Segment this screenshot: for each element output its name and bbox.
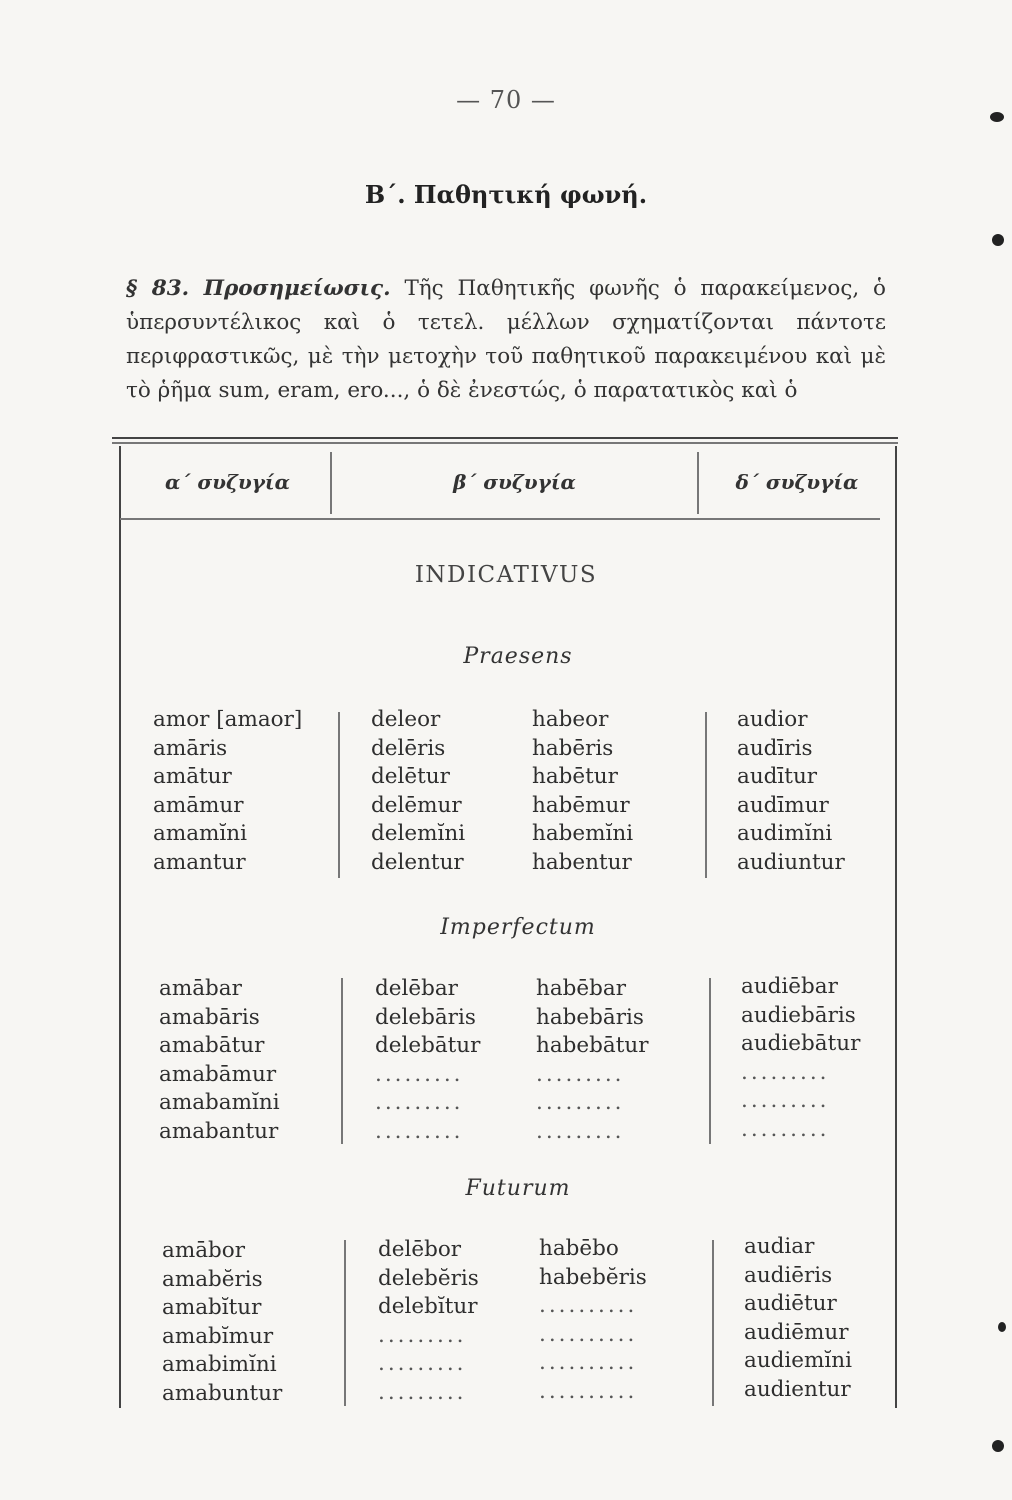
futurum-second-a-forms [378, 1236, 479, 1408]
verb-form: amamĭni [153, 821, 248, 847]
verb-form: habēbo [539, 1236, 619, 1261]
scan-speck [998, 1322, 1006, 1332]
verb-form: delebāris [375, 1004, 476, 1030]
verb-form: delentur [371, 849, 464, 875]
verb-form: habebĕris [539, 1264, 647, 1290]
verb-form: habemĭni [532, 821, 634, 847]
scan-speck [992, 234, 1004, 246]
verb-form: audior [737, 707, 808, 732]
omitted-form: ......... [536, 1061, 625, 1087]
verb-form: amabāmur [159, 1061, 277, 1087]
verb-form: amāmur [153, 792, 244, 818]
col-divider-praesens-2 [705, 712, 707, 878]
table-top-rule-inner [112, 442, 898, 444]
verb-form: deleor [371, 707, 441, 732]
futurum-fourth-forms [744, 1233, 852, 1405]
tense-label-futurum: Futurum [465, 1176, 571, 1201]
verb-form: habebāris [536, 1004, 644, 1030]
col-divider-futurum-2 [712, 1240, 714, 1406]
verb-form: delēris [371, 735, 446, 761]
verb-form: audīmur [737, 792, 829, 818]
verb-form: audiēbar [741, 974, 838, 999]
page-number: — 70 — [456, 86, 556, 114]
verb-form: delemĭni [371, 821, 466, 847]
verb-form: delēbor [378, 1237, 462, 1262]
omitted-form: ......... [375, 1090, 464, 1116]
omitted-form: ......... [378, 1322, 467, 1348]
verb-form: habēbar [536, 976, 627, 1001]
imperfectum-fourth-forms [741, 973, 860, 1145]
col-divider-futurum-1 [344, 1240, 346, 1406]
praesens-second-b-forms [532, 706, 633, 878]
verb-form: amabamĭni [159, 1090, 280, 1116]
verb-form: delēbar [375, 976, 458, 1001]
praesens-second-a-forms [371, 706, 465, 878]
verb-form: audiar [744, 1234, 815, 1259]
verb-form: amabimĭni [162, 1352, 277, 1378]
verb-form: amabāris [159, 1004, 260, 1030]
col-divider-imperfectum-1 [341, 978, 343, 1144]
verb-form: audiebātur [741, 1031, 861, 1057]
verb-form: habeor [532, 707, 609, 732]
imperfectum-first-forms [159, 975, 280, 1147]
tense-label-imperfectum: Imperfectum [440, 915, 596, 940]
verb-form: amābar [159, 976, 242, 1001]
verb-form: amabĕris [162, 1266, 263, 1292]
futurum-first-forms [162, 1237, 282, 1409]
verb-form: audiētur [744, 1291, 837, 1317]
omitted-form: ......... [741, 1116, 830, 1142]
verb-form: amantur [153, 849, 246, 875]
verb-form: habebātur [536, 1033, 649, 1059]
header-fourth-conjugation: δ΄ συζυγία [735, 470, 859, 494]
scan-speck [990, 112, 1004, 122]
verb-form: delebĭtur [378, 1294, 478, 1320]
header-underline [120, 518, 880, 520]
verb-form: habēmur [532, 792, 630, 818]
mood-label: INDICATIVUS [414, 562, 598, 588]
imperfectum-second-b-forms [536, 975, 649, 1147]
section-heading: Β΄. Παθητική φωνή. [364, 180, 648, 209]
verb-form: amabantur [159, 1118, 279, 1144]
verb-form: audiemĭni [744, 1348, 853, 1374]
verb-form: audiēmur [744, 1319, 849, 1345]
omitted-form: .......... [539, 1293, 638, 1319]
paragraph-lead: § 83. Προσημείωσις. [126, 276, 391, 301]
verb-form: delebātur [375, 1033, 481, 1059]
verb-form: amabātur [159, 1033, 265, 1059]
verb-form: amabuntur [162, 1380, 283, 1406]
verb-form: amābor [162, 1238, 246, 1263]
omitted-form: ......... [378, 1379, 467, 1405]
imperfectum-second-a-forms [375, 975, 480, 1147]
verb-form: delētur [371, 764, 450, 790]
verb-form: audiebāris [741, 1002, 856, 1028]
verb-form: audiēris [744, 1262, 833, 1288]
table-top-rule [112, 437, 898, 439]
verb-form: habētur [532, 764, 618, 790]
paragraph-text: Τῆς Παθητικῆς φωνῆς ὁ παρακείμενος, ὁ ὑπερσυντέλικος καὶ ὁ τετελ. μέλλων σχηματίζονται πάντοτε περιφραστικῶς, μὲ τὴν μετοχὴν τοῦ παθητικοῦ παρακειμένου καὶ μὲ τὸ ῥῆμα sum, eram, ero..., ὁ δὲ ἐνεστώς, ὁ παρατατικὸς καὶ ὁ [126, 276, 886, 403]
praesens-fourth-forms [737, 706, 845, 878]
omitted-form: ......... [536, 1090, 625, 1116]
intro-paragraph [126, 272, 886, 408]
omitted-form: .......... [539, 1350, 638, 1376]
verb-form: audimĭni [737, 821, 833, 847]
praesens-first-forms [153, 706, 302, 878]
col-divider-imperfectum-2 [709, 978, 711, 1144]
header-first-conjugation: α΄ συζυγία [165, 470, 290, 494]
omitted-form: ......... [375, 1061, 464, 1087]
verb-form: delēmur [371, 792, 462, 818]
futurum-second-b-forms [539, 1235, 647, 1407]
verb-form: habentur [532, 849, 632, 875]
verb-form: audīris [737, 735, 813, 761]
col-divider-praesens-1 [338, 712, 340, 878]
omitted-form: .......... [539, 1378, 638, 1404]
omitted-form: ......... [741, 1088, 830, 1114]
tense-label-praesens: Praesens [463, 644, 573, 669]
omitted-form: .......... [539, 1321, 638, 1347]
verb-form: amabĭmur [162, 1323, 274, 1349]
omitted-form: ......... [536, 1118, 625, 1144]
verb-form: audiuntur [737, 849, 845, 875]
verb-form: amabĭtur [162, 1295, 262, 1321]
omitted-form: ......... [741, 1059, 830, 1085]
verb-form: amātur [153, 764, 232, 790]
header-second-conjugation: β΄ συζυγία [453, 470, 576, 494]
verb-form: audientur [744, 1376, 851, 1402]
verb-form: audītur [737, 764, 818, 790]
scan-speck [992, 1440, 1004, 1452]
verb-form: amāris [153, 735, 228, 761]
verb-form: delebĕris [378, 1265, 479, 1291]
omitted-form: ......... [378, 1351, 467, 1377]
omitted-form: ......... [375, 1118, 464, 1144]
verb-form: amor [amaor] [153, 707, 303, 732]
verb-form: habēris [532, 735, 614, 761]
